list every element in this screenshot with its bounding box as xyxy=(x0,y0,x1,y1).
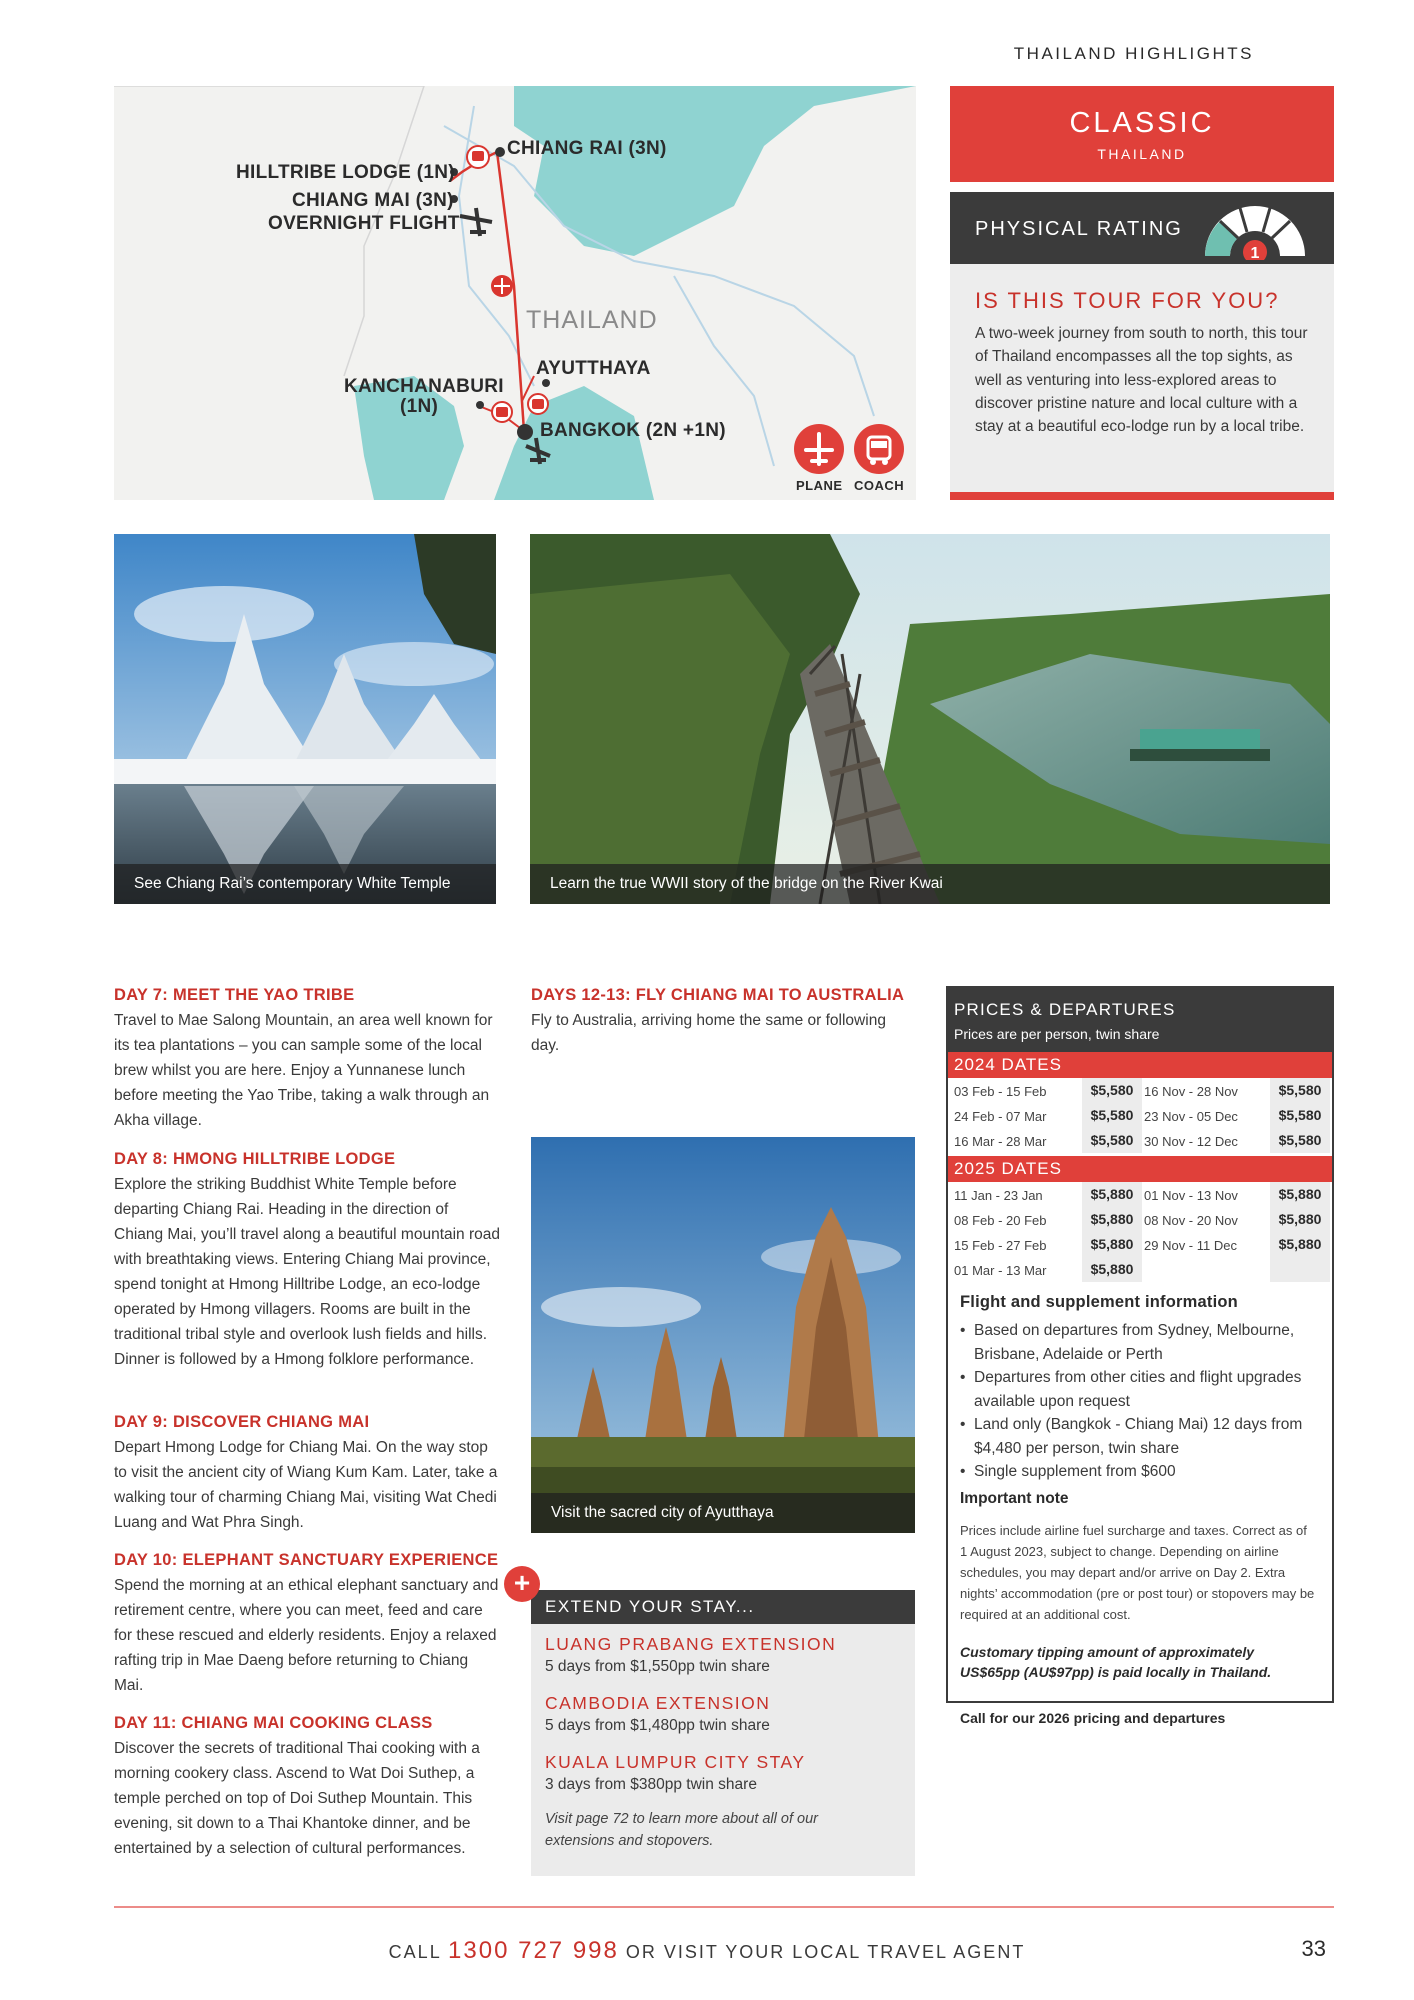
tour-subtitle: THAILAND xyxy=(1097,146,1187,162)
year-2025-label: 2025 DATES xyxy=(948,1156,1332,1182)
price-row xyxy=(948,1182,1332,1207)
itinerary-day-7 xyxy=(114,986,500,1133)
departure-price: $5,880 xyxy=(1082,1207,1142,1232)
footer-call-label: CALL xyxy=(388,1942,442,1962)
departure-price-empty xyxy=(1270,1257,1330,1282)
map-label-overnight-flight: OVERNIGHT FLIGHT xyxy=(268,213,460,234)
footer-cta xyxy=(0,1937,1414,1965)
departure-date: 11 Jan - 23 Jan xyxy=(954,1188,1043,1203)
physical-rating-label: PHYSICAL RATING xyxy=(975,218,1183,240)
map-label-ayutthaya: AYUTTHAYA xyxy=(536,358,651,379)
extend-heading: EXTEND YOUR STAY... xyxy=(531,1590,915,1624)
day-body: Depart Hmong Lodge for Chiang Mai. On the way stop to visit the ancient city of Wiang Kum Kam. Later, take a walking tour of charming Chiang Mai, visiting Wat Chedi Luang and Wat Phra Singh. xyxy=(114,1439,498,1531)
price-row xyxy=(948,1078,1332,1103)
departure-date: 23 Nov - 05 Dec xyxy=(1144,1109,1238,1124)
extension-note: Visit page 72 to learn more about all of our extensions and stopovers. xyxy=(545,1811,818,1849)
departure-date: 03 Feb - 15 Feb xyxy=(954,1084,1047,1099)
prices-subheading: Prices are per person, twin share xyxy=(954,1026,1160,1042)
tour-intro-heading: IS THIS TOUR FOR YOU? xyxy=(975,288,1280,313)
departure-date: 15 Feb - 27 Feb xyxy=(954,1238,1047,1253)
day-body: Explore the striking Buddhist White Temple before departing Chiang Rai. Heading in the direction of Chiang Mai, you’ll travel along a beautiful mountain road with breathtaking views. Entering Chiang Mai province, spend tonight at Hmong Hilltribe Lodge, an eco-lodge operated by Hmong villagers. Rooms are built in the traditional tribal style and overlook lush fields and hills. Dinner is followed by a Hmong folklore performance. xyxy=(114,1176,501,1368)
flight-info-item: • Based on departures from Sydney, Melbourne, Brisbane, Adelaide or Perth xyxy=(958,1319,1320,1366)
flight-info-list xyxy=(958,1319,1320,1484)
footer-visit-label: OR VISIT YOUR LOCAL TRAVEL AGENT xyxy=(625,1942,1026,1962)
legend-plane-label: PLANE xyxy=(796,478,843,493)
flight-info-item: • Departures from other cities and flight upgrades available upon request xyxy=(958,1366,1320,1413)
extension-title: CAMBODIA EXTENSION xyxy=(545,1693,771,1713)
photo-caption-white-temple: See Chiang Rai’s contemporary White Temple xyxy=(114,864,496,904)
coach-icon xyxy=(854,424,904,474)
price-row xyxy=(948,1103,1332,1128)
departure-price: $5,880 xyxy=(1270,1207,1330,1232)
map-label-hilltribe-lodge: HILLTRIBE LODGE (1N) xyxy=(236,162,455,183)
map-label-bangkok: BANGKOK (2N +1N) xyxy=(540,420,726,441)
map-label-kanchanaburi-nights: (1N) xyxy=(400,396,439,417)
departure-date: 24 Feb - 07 Mar xyxy=(954,1109,1047,1124)
day-body: Discover the secrets of traditional Thai cooking with a morning cookery class. Ascend to Wat Doi Suthep, a temple perched on top of Doi Suthep Mountain. This evening, sit down to a Thai Khantoke dinner, and be entertained by a selection of cultural performances. xyxy=(114,1740,480,1857)
extension-sub: 5 days from $1,550pp twin share xyxy=(545,1658,770,1675)
footer-divider xyxy=(114,1906,1334,1908)
prices-header xyxy=(948,988,1332,1052)
price-row xyxy=(948,1257,1332,1282)
map-label-country: THAILAND xyxy=(526,306,658,334)
day-title: DAYS 12-13: FLY CHIANG MAI TO AUSTRALIA xyxy=(531,986,905,1004)
itinerary-day-10 xyxy=(114,1551,500,1698)
price-row xyxy=(948,1232,1332,1257)
tour-title-block xyxy=(950,86,1334,182)
price-row xyxy=(948,1128,1332,1153)
tour-intro-box xyxy=(950,264,1334,492)
itinerary-days-12-13 xyxy=(531,986,911,1058)
map-label-kanchanaburi: KANCHANABURI xyxy=(344,376,504,397)
extension-title: LUANG PRABANG EXTENSION xyxy=(545,1634,837,1654)
departure-price: $5,580 xyxy=(1270,1128,1330,1153)
photo-caption-ayutthaya: Visit the sacred city of Ayutthaya xyxy=(531,1493,915,1533)
plus-icon: + xyxy=(504,1566,540,1602)
route-map xyxy=(114,86,916,500)
flight-info-heading: Flight and supplement information xyxy=(960,1293,1238,1311)
price-row xyxy=(948,1207,1332,1232)
tour-intro-text: A two-week journey from south to north, this tour of Thailand encompasses all the top sights, as well as venturing into less-explored areas to discover pristine nature and local culture with a stay at a beautiful eco-lodge run by a local tribe. xyxy=(975,325,1308,436)
departure-price: $5,880 xyxy=(1082,1232,1142,1257)
flight-info-item: • Single supplement from $600 xyxy=(958,1460,1320,1484)
photo-river-kwai xyxy=(530,534,1330,904)
departure-price: $5,880 xyxy=(1270,1182,1330,1207)
map-label-chiang-mai: CHIANG MAI (3N) xyxy=(292,190,454,211)
prices-box xyxy=(946,986,1334,1703)
photo-ayutthaya xyxy=(531,1137,915,1533)
day-title: DAY 8: HMONG HILLTRIBE LODGE xyxy=(114,1150,396,1168)
departure-price: $5,580 xyxy=(1270,1078,1330,1103)
departure-price: $5,580 xyxy=(1270,1103,1330,1128)
year-2024-label: 2024 DATES xyxy=(948,1052,1332,1078)
physical-rating-bar xyxy=(950,192,1334,264)
departure-price: $5,880 xyxy=(1270,1232,1330,1257)
flight-info-item: • Land only (Bangkok - Chiang Mai) 12 days from $4,480 per person, twin share xyxy=(958,1413,1320,1460)
important-note-heading: Important note xyxy=(960,1490,1069,1507)
day-title: DAY 10: ELEPHANT SANCTUARY EXPERIENCE xyxy=(114,1551,499,1569)
departure-date: 08 Feb - 20 Feb xyxy=(954,1213,1047,1228)
page-number: 33 xyxy=(1301,1936,1326,1961)
extension-sub: 3 days from $380pp twin share xyxy=(545,1776,757,1793)
departure-date: 30 Nov - 12 Dec xyxy=(1144,1134,1238,1149)
call-2026-note: Call for our 2026 pricing and departures xyxy=(960,1710,1226,1726)
departure-date: 16 Nov - 28 Nov xyxy=(1144,1084,1238,1099)
itinerary-day-8 xyxy=(114,1150,500,1372)
departure-date: 01 Mar - 13 Mar xyxy=(954,1263,1047,1278)
tipping-note: Customary tipping amount of approximately US$65pp (AU$97pp) is paid locally in Thailand. xyxy=(960,1644,1272,1680)
day-body: Fly to Australia, arriving home the same or following day. xyxy=(531,1012,886,1054)
footer-phone[interactable]: 1300 727 998 xyxy=(448,1937,619,1964)
day-body: Spend the morning at an ethical elephant sanctuary and retirement centre, where you can meet, feed and care for these rescued and elderly residents. Enjoy a relaxed rafting trip in Mae Daeng before returning to Chiang Mai. xyxy=(114,1577,499,1694)
important-note-text: Prices include airline fuel surcharge and taxes. Correct as of 1 August 2023, subject to change. Depending on airline schedules, you may depart and/or arrive on Day 2. Extra nights’ accommodation (pre or post tour) or stopovers may be required at an additional cost. xyxy=(960,1523,1315,1622)
departure-price: $5,580 xyxy=(1082,1078,1142,1103)
map-label-chiang-rai: CHIANG RAI (3N) xyxy=(507,138,667,159)
day-title: DAY 7: MEET THE YAO TRIBE xyxy=(114,986,355,1004)
day-title: DAY 9: DISCOVER CHIANG MAI xyxy=(114,1413,370,1431)
plane-icon xyxy=(794,424,844,474)
physical-rating-value: 1 xyxy=(1250,245,1260,260)
tour-intro-divider xyxy=(950,492,1334,500)
departure-price: $5,880 xyxy=(1082,1257,1142,1282)
departure-price: $5,880 xyxy=(1082,1182,1142,1207)
departure-price: $5,580 xyxy=(1082,1128,1142,1153)
prices-heading: PRICES & DEPARTURES xyxy=(954,1000,1176,1019)
itinerary-day-9 xyxy=(114,1413,500,1535)
departure-price: $5,580 xyxy=(1082,1103,1142,1128)
photo-white-temple xyxy=(114,534,496,904)
extension-title: KUALA LUMPUR CITY STAY xyxy=(545,1752,806,1772)
itinerary-day-11 xyxy=(114,1714,500,1861)
departure-date: 08 Nov - 20 Nov xyxy=(1144,1213,1238,1228)
departure-date: 16 Mar - 28 Mar xyxy=(954,1134,1047,1149)
day-title: DAY 11: CHIANG MAI COOKING CLASS xyxy=(114,1714,433,1732)
tour-title: CLASSIC xyxy=(1069,107,1215,139)
day-body: Travel to Mae Salong Mountain, an area well known for its tea plantations – you can sample some of the local brew whilst you are here. Enjoy a Yunnanese lunch before meeting the Yao Tribe, taking a walk through an Akha village. xyxy=(114,1012,493,1129)
extend-box xyxy=(531,1590,915,1876)
departure-date: 29 Nov - 11 Dec xyxy=(1144,1238,1237,1253)
photo-caption-river-kwai: Learn the true WWII story of the bridge on the River Kwai xyxy=(530,864,1330,904)
extension-sub: 5 days from $1,480pp twin share xyxy=(545,1717,770,1734)
rating-gauge-icon xyxy=(1200,196,1310,260)
departure-date: 01 Nov - 13 Nov xyxy=(1144,1188,1238,1203)
legend-coach-label: COACH xyxy=(854,478,905,493)
section-label: THAILAND HIGHLIGHTS xyxy=(1013,44,1254,63)
